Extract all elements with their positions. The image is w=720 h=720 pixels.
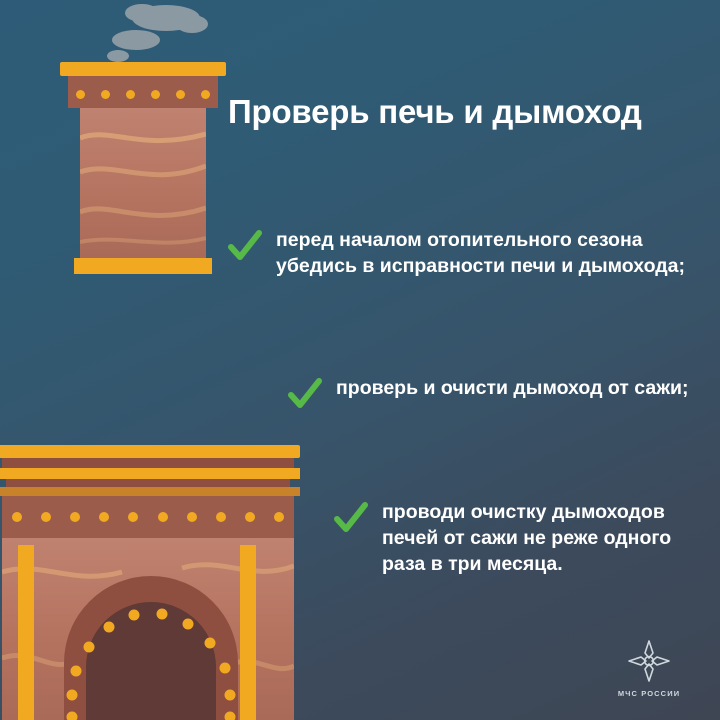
list-item-text: перед началом отопительного сезона убедись в исправности печи и дымохода; [276,229,685,277]
check-mark-icon [288,378,322,412]
stove-band-gold [0,468,300,479]
chimney-illustration [60,62,226,284]
stove-pillar-right [240,545,256,720]
stove-firebox-arch [56,575,246,720]
stove-band-dark [2,458,294,468]
list-item [334,500,706,578]
page-title: Проверь печь и дымоход [228,93,642,130]
list-item [288,376,708,412]
check-mark-icon [334,502,368,536]
list-item-text: проводи очистку дымоходов печей от сажи не реже одного раза в три месяца. [382,501,672,575]
logo-caption: МЧС РОССИИ [617,689,681,698]
list-item [228,228,706,280]
check-mark-icon [228,230,262,264]
stove-pillar-left [18,545,34,720]
stove-illustration [0,445,300,720]
list-item-text: проверь и очисти дымоход от сажи; [336,377,689,399]
emercom-star-icon [626,638,672,684]
chimney-collar-studs [68,88,218,100]
chimney-cap [60,62,226,76]
chimney-body [80,108,206,258]
stove-cornice [6,479,290,487]
chimney-base [74,258,212,274]
stove-lip [0,487,300,496]
chimney-grain [80,108,206,258]
smoke-cloud-icon [96,2,216,64]
stove-top-slab [0,445,300,458]
stove-frieze-studs [2,511,294,523]
emercom-logo [606,638,692,698]
